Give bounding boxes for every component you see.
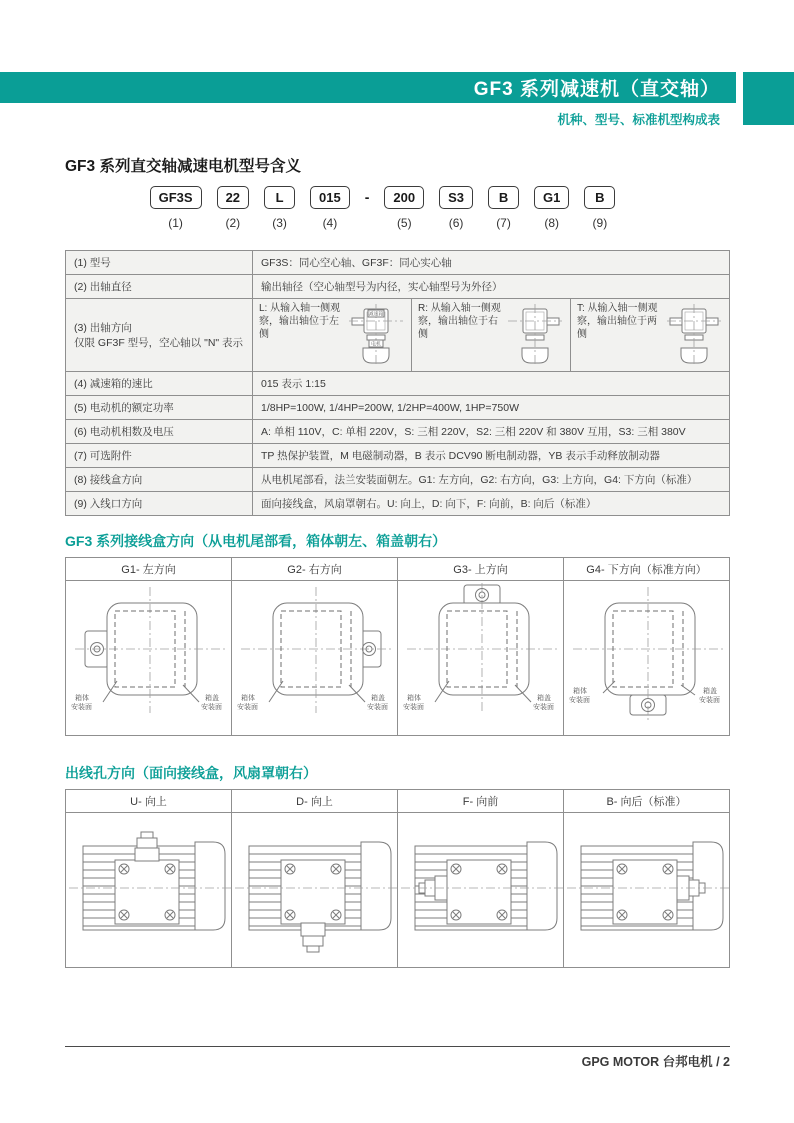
junction-box-top-diagram — [399, 583, 565, 729]
spec-row — [66, 251, 730, 275]
junction-col-g1: G1- 左方向 — [66, 558, 232, 581]
page-title: GF3 系列直交轴减速电机型号含义 — [65, 158, 301, 175]
outlet-front-diagram — [399, 820, 567, 956]
model-code-box: B — [584, 186, 615, 209]
outlet-back-diagram — [565, 820, 733, 956]
banner-title: GF3 系列减速机（直交轴） — [473, 79, 720, 100]
model-code-index: (3) — [272, 216, 287, 230]
spec-row-label: (4) 减速箱的速比 — [66, 372, 253, 396]
model-code-box: 015 — [310, 186, 350, 209]
spec-row-value: 1/8HP=100W, 1/4HP=200W, 1/2HP=400W, 1HP=750W — [253, 396, 730, 420]
svg-text:箱盖: 箱盖 — [205, 694, 219, 702]
spec-row-value: TP 热保护装置，M 电磁制动器，B 表示 DCV90 断电制动器，YB 表示手动释放制动器 — [253, 444, 730, 468]
outlet-header-row — [66, 790, 730, 813]
junction-box-table — [65, 557, 730, 736]
shaft-direction-options — [253, 299, 729, 371]
model-segment — [384, 186, 424, 230]
model-code-separator: - — [364, 189, 370, 205]
svg-text:箱体: 箱体 — [407, 694, 421, 702]
model-segment — [150, 186, 202, 230]
spec-row-value: A: 单相 110V，C: 单相 220V，S: 三相 220V，S2: 三相 220V 和 380V 互用，S3: 三相 380V — [253, 420, 730, 444]
model-segment — [439, 186, 473, 230]
junction-col-g4: G4- 下方向（标准方向） — [564, 558, 730, 581]
svg-text:箱盖: 箱盖 — [537, 694, 551, 702]
shaft-direction-option-T: T: 从输入轴一侧观察，输出轴位于两侧 — [570, 299, 729, 371]
spec-row-value: GF3S：同心空心轴、GF3F：同心实心轴 — [253, 251, 730, 275]
shaft-direction-option-R: R: 从输入轴一侧观察，输出轴位于右侧 — [411, 299, 570, 371]
junction-box-bottom-diagram — [565, 583, 731, 729]
model-code-box: 22 — [217, 186, 249, 209]
junction-box-section-title: GF3 系列接线盒方向（从电机尾部看，箱体朝左、箱盖朝右） — [65, 533, 447, 549]
model-code-index: (1) — [168, 216, 183, 230]
spec-row — [66, 372, 730, 396]
model-code-index: (8) — [544, 216, 560, 230]
svg-text:安装面: 安装面 — [201, 703, 222, 711]
spec-row-label: (8) 接线盒方向 — [66, 468, 253, 492]
svg-text:安装面: 安装面 — [403, 703, 424, 711]
spec-row — [66, 396, 730, 420]
model-segment — [310, 186, 350, 230]
spec-row — [66, 420, 730, 444]
model-code-box: GF3S — [150, 186, 202, 209]
motor-label: 电机 — [370, 341, 382, 348]
spec-row-label: (1) 型号 — [66, 251, 253, 275]
outlet-table — [65, 789, 730, 968]
junction-box-header-row — [66, 558, 730, 581]
gearbox-shaft-left-diagram — [347, 302, 405, 368]
outlet-down-diagram — [233, 820, 401, 956]
model-segment — [534, 186, 569, 230]
junction-box-right-diagram — [233, 583, 399, 729]
footer-page-label: GPG MOTOR 台邦电机 / 2 — [581, 1055, 730, 1069]
spec-row-label: (7) 可选附件 — [66, 444, 253, 468]
svg-text:安装面: 安装面 — [367, 703, 388, 711]
model-segment — [217, 186, 249, 230]
svg-text:安装面: 安装面 — [699, 696, 720, 704]
spec-row — [66, 468, 730, 492]
model-segment — [584, 186, 615, 230]
junction-col-g3: G3- 上方向 — [398, 558, 564, 581]
svg-text:安装面: 安装面 — [533, 703, 554, 711]
spec-row — [66, 492, 730, 516]
model-segment — [488, 186, 519, 230]
svg-text:安装面: 安装面 — [237, 703, 258, 711]
junction-col-g2: G2- 右方向 — [232, 558, 398, 581]
spec-row-label: (3) 出轴方向 仅限 GF3F 型号，空心轴以 "N" 表示 — [66, 299, 253, 372]
model-code-index: (7) — [496, 216, 511, 230]
spec-row — [66, 444, 730, 468]
spec-table — [65, 250, 730, 516]
spec-row-shaft-direction — [66, 299, 730, 372]
spec-row-value: 面向接线盒，风扇罩朝右。U: 向上，D: 向下，F: 向前，B: 向后（标准） — [253, 492, 730, 516]
outlet-up-diagram — [67, 820, 235, 956]
outlet-col-f: F- 向前 — [398, 790, 564, 813]
outlet-col-u: U- 向上 — [66, 790, 232, 813]
model-code-index: (5) — [396, 216, 412, 230]
outlet-section-title: 出线孔方向（面向接线盒，风扇罩朝右） — [65, 765, 317, 781]
model-code-box: L — [264, 186, 295, 209]
page-banner — [0, 72, 736, 103]
svg-text:箱体: 箱体 — [75, 694, 89, 702]
svg-text:安装面: 安装面 — [71, 703, 92, 711]
spec-row-label: (5) 电动机的额定功率 — [66, 396, 253, 420]
model-code-box: 200 — [384, 186, 424, 209]
model-code-row — [65, 186, 730, 230]
model-segment — [264, 186, 295, 230]
model-code-index: (6) — [448, 216, 464, 230]
spec-row-value: 从电机尾部看，法兰安装面朝左。G1: 左方向，G2: 右方向，G3: 上方向，G4: 下方向（标准） — [253, 468, 730, 492]
svg-text:箱体: 箱体 — [241, 694, 255, 702]
model-code-box: S3 — [439, 186, 473, 209]
banner-subtitle: 机种、型号、标准机型构成表 — [557, 113, 720, 127]
spec-row — [66, 275, 730, 299]
junction-box-left-diagram — [67, 583, 233, 729]
svg-text:箱盖: 箱盖 — [371, 694, 385, 702]
junction-box-diagram-row — [66, 581, 730, 736]
model-code-box: G1 — [534, 186, 569, 209]
svg-text:安装面: 安装面 — [569, 696, 590, 704]
gearbox-label: 减速箱 — [368, 311, 384, 318]
model-code-index: (2) — [225, 216, 241, 230]
outlet-diagram-row — [66, 813, 730, 968]
model-code-index: (9) — [592, 216, 608, 230]
footer-divider — [65, 1046, 730, 1047]
svg-text:箱体: 箱体 — [573, 687, 587, 695]
spec-row-label: (6) 电动机相数及电压 — [66, 420, 253, 444]
gearbox-shaft-both-diagram — [665, 302, 723, 368]
outlet-col-d: D- 向上 — [232, 790, 398, 813]
spec-row-value: 输出轴径（空心轴型号为内径，实心轴型号为外径） — [253, 275, 730, 299]
spec-row-label: (2) 出轴直径 — [66, 275, 253, 299]
banner-corner-block — [743, 72, 794, 125]
outlet-col-b: B- 向后（标准） — [564, 790, 730, 813]
spec-row-label: (9) 入线口方向 — [66, 492, 253, 516]
model-code-index: (4) — [322, 216, 338, 230]
svg-text:箱盖: 箱盖 — [703, 687, 717, 695]
model-code-box: B — [488, 186, 519, 209]
spec-row-value: 015 表示 1:15 — [253, 372, 730, 396]
shaft-direction-option-L: L: 从输入轴一侧观察，输出轴位于左侧 减速箱 电机 — [253, 299, 411, 371]
gearbox-shaft-right-diagram — [506, 302, 564, 368]
